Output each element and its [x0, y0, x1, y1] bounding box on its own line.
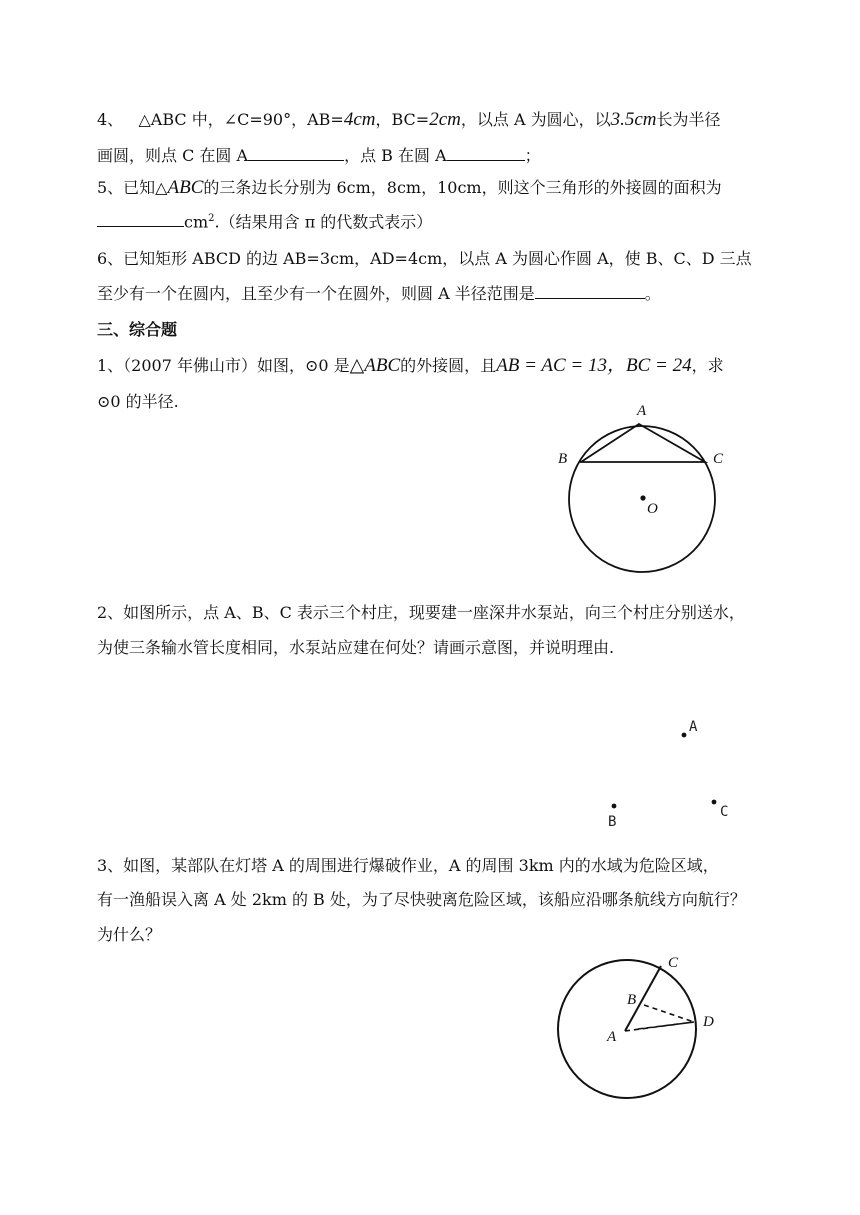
problem-5-text-2: 的三条边长分别为 6cm，8cm，10cm，则这个三角形的外接圆的面积为: [203, 178, 722, 197]
problem-5-text-1: 5、已知△: [97, 178, 168, 197]
problem-4-radius-unit: cm: [634, 109, 657, 130]
section-heading: 三、综合题: [97, 320, 178, 339]
triangle-abc: [581, 424, 705, 462]
problem-5-line2-b: .（结果用含 π 的代数式表示）: [214, 212, 433, 232]
problem-6-line2-b: 。: [644, 284, 661, 303]
problem-6-line-1: [97, 249, 752, 269]
answer-blank-6[interactable]: [535, 284, 645, 299]
q2-line1: 2、如图所示，点 A、B、C 表示三个村庄，现要建一座深井水泵站，向三个村庄分别送水，: [97, 603, 745, 622]
answer-blank-4b[interactable]: [447, 146, 525, 161]
q1-text-2: 的外接圆，且: [400, 356, 497, 375]
figure-1-circumcircle: [555, 400, 755, 590]
figure-2-villages: [600, 705, 760, 835]
q1-text-1: 1、（2007 年佛山市）如图，⊙0 是: [97, 356, 350, 375]
problem-5-unit: cm: [184, 212, 209, 232]
village-c-dot: [712, 800, 717, 805]
dashed-bd: [644, 1005, 694, 1022]
problem-4-line-2: [97, 146, 541, 166]
problem-5-line-1: [97, 178, 722, 198]
figure-1-label-o: O: [647, 501, 658, 517]
q2-line-2: [97, 638, 614, 658]
figure-3-label-d: D: [703, 1014, 714, 1030]
problem-4-ab-value: 4: [343, 109, 354, 130]
figure-1-label-a: A: [637, 403, 647, 419]
problem-4-ab-unit: cm: [353, 109, 376, 130]
figure-2-label-a: A: [689, 719, 698, 735]
problem-6-line2-a: 至少有一个在圆内，且至少有一个在圆外，则圆 A 半径范围是: [97, 284, 535, 303]
q3-line-3: [97, 925, 161, 945]
figure-2-label-c: C: [720, 804, 729, 820]
q3-line-2: [97, 890, 746, 910]
q3-line1: 3、如图，某部队在灯塔 A 的周围进行爆破作业，A 的周围 3km 内的水域为危险区域，: [97, 856, 719, 875]
problem-5-triangle: ABC: [167, 177, 204, 198]
figure-3-label-c: C: [668, 955, 679, 971]
q3-line3: 为什么？: [97, 925, 162, 944]
problem-4-text-2: ，BC=: [375, 110, 430, 129]
q3-line2: 有一渔船误入离 A 处 2km 的 B 处，为了尽快驶离危险区域，该船应沿哪条航线方向航行？: [97, 890, 746, 909]
problem-5-sup: 2: [208, 213, 215, 224]
figure-2-label-b: B: [608, 814, 617, 830]
problem-5-line-2: [97, 209, 432, 232]
q2-line2: 为使三条输水管长度相同，水泵站应建在何处？请画示意图，并说明理由.: [97, 638, 615, 657]
village-b-dot: [612, 804, 617, 809]
figure-3-label-a: A: [607, 1029, 617, 1045]
q1-triangle: △ABC: [349, 355, 401, 376]
q3-line-1: [97, 856, 719, 876]
problem-4-number: 4、: [97, 110, 124, 129]
problem-6-line-2: [97, 284, 661, 304]
problem-4-text-3: ，以点 A 为圆心，以: [460, 110, 611, 129]
problem-4-bc-unit: cm: [438, 109, 461, 130]
problem-4-bc-value: 2: [429, 109, 439, 130]
figure-1-label-c: C: [713, 451, 724, 467]
problem-4-line2-c: ；: [524, 146, 541, 165]
problem-4-text-4: 长为半径: [656, 110, 721, 129]
problem-4-line2-a: 画圆，则点 C 在圆 A: [97, 146, 249, 165]
figure-3-danger-zone: [550, 945, 730, 1105]
problem-4-line2-b: ，点 B 在圆 A: [344, 146, 447, 165]
answer-blank-5[interactable]: [97, 212, 184, 227]
q1-text-3: ，求: [691, 356, 724, 375]
figure-3-label-b: B: [627, 992, 637, 1008]
q1-line2: ⊙0 的半径.: [97, 392, 179, 411]
q1-line-1: [97, 356, 724, 376]
q1-line-2: [97, 392, 179, 412]
village-a-dot: [682, 733, 687, 738]
problem-4-radius-value: 3.5: [610, 109, 635, 130]
q2-line-1: [97, 603, 745, 623]
problem-6-line1: 6、已知矩形 ABCD 的边 AB=3cm，AD=4cm，以点 A 为圆心作圆 A，使 B、C、D 三点: [97, 249, 752, 268]
answer-blank-4a[interactable]: [248, 146, 344, 161]
problem-4-text-1: △ABC 中，∠C=90°，AB=: [138, 110, 344, 129]
problem-4-line-1: [97, 110, 721, 130]
center-dot: [640, 495, 645, 500]
q1-equation: AB = AC = 13，BC = 24: [496, 355, 692, 376]
figure-1-label-b: B: [558, 451, 568, 467]
